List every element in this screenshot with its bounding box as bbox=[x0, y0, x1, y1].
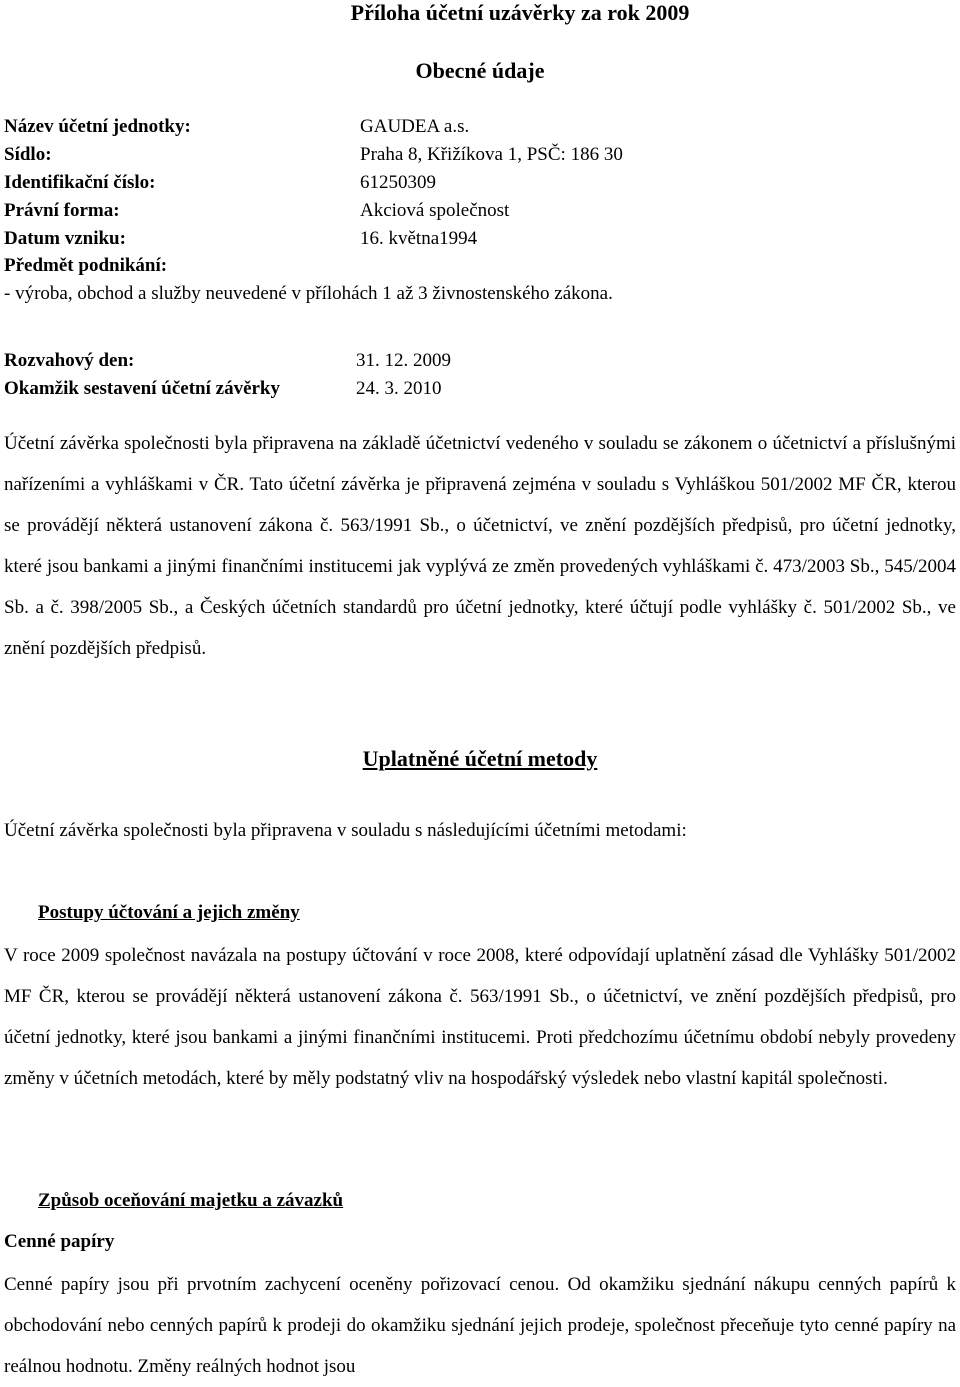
founding-date-label: Datum vzniku: bbox=[4, 228, 126, 249]
founding-date-value: 16. května1994 bbox=[360, 228, 478, 249]
compile-date-value: 24. 3. 2010 bbox=[356, 378, 442, 399]
section-heading-general: Obecné údaje bbox=[415, 58, 545, 83]
methods-intro: Účetní závěrka společnosti byla připravena v souladu s následujícími účetními metodami: bbox=[4, 820, 687, 841]
id-number-value: 61250309 bbox=[360, 172, 436, 193]
id-number-label: Identifikační číslo: bbox=[4, 172, 156, 193]
business-subject-value: - výroba, obchod a služby neuvedené v přílohách 1 až 3 živnostenského zákona. bbox=[4, 283, 613, 304]
balance-date-value: 31. 12. 2009 bbox=[356, 350, 451, 371]
seat-value: Praha 8, Křižíkova 1, PSČ: 186 30 bbox=[360, 144, 623, 165]
legal-form-value: Akciová společnost bbox=[360, 200, 510, 221]
legal-form-label: Právní forma: bbox=[4, 200, 120, 221]
company-name-value: GAUDEA a.s. bbox=[360, 116, 470, 137]
methods-heading: Uplatněné účetní metody bbox=[362, 746, 598, 771]
compile-date-label: Okamžik sestavení účetní závěrky bbox=[4, 378, 281, 399]
balance-date-label: Rozvahový den: bbox=[4, 350, 135, 371]
postupy-paragraph: V roce 2009 společnost navázala na postupy účtování v roce 2008, které odpovídají uplatnění zásad dle Vyhlášky 501/2002 MF ČR, kterou se provádějí některá ustanovení zákona č. 563/1991 Sb., o účetnictví, ve znění pozdějších předpisů, pro účetní jednotky, které jsou bankami a jinými finančními institucemi. Proti předchozímu účetnímu období nebyly provedeny změny v účetních metodách, které by měly podstatný vliv na hospodářský výsledek nebo vlastní kapitál společnosti. bbox=[4, 945, 956, 1089]
intro-paragraph: Účetní závěrka společnosti byla připravena na základě účetnictví vedeného v souladu se zákonem o účetnictví a příslušnými nařízeními a vyhláškami v ČR. Tato účetní závěrka je připravená zejména v souladu s Vyhláškou 501/2002 MF ČR, kterou se provádějí některá ustanovení zákona č. 563/1991 Sb., o účetnictví, ve znění pozdějších předpisů, pro účetní jednotky, které jsou bankami a jinými finančními institucemi jak vyplývá ze změn provedených vyhláškami č. 473/2003 Sb., 545/2004 Sb. a č. 398/2005 Sb., a Českých účetních standardů pro účetní jednotky, které účtují podle vyhlášky č. 501/2002 Sb., ve znění pozdějších předpisů. bbox=[4, 433, 956, 659]
document-title: Příloha účetní uzávěrky za rok 2009 bbox=[350, 0, 690, 25]
securities-paragraph: Cenné papíry jsou při prvotním zachycení oceněny pořizovací cenou. Od okamžiku sjednání nákupu cenných papírů k obchodování nebo cenných papírů k prodeji do okamžiku sjednání jejich prodeje, společnost přeceňuje tyto cenné papíry na reálnou hodnotu. Změny reálných hodnot jsou bbox=[4, 1274, 956, 1377]
seat-label: Sídlo: bbox=[4, 144, 52, 165]
company-name-label: Název účetní jednotky: bbox=[4, 116, 191, 137]
postupy-heading: Postupy účtování a jejich změny bbox=[38, 902, 300, 923]
securities-heading: Cenné papíry bbox=[4, 1231, 115, 1252]
valuation-heading: Způsob oceňování majetku a závazků bbox=[38, 1190, 344, 1211]
business-subject-label: Předmět podnikání: bbox=[4, 255, 168, 276]
